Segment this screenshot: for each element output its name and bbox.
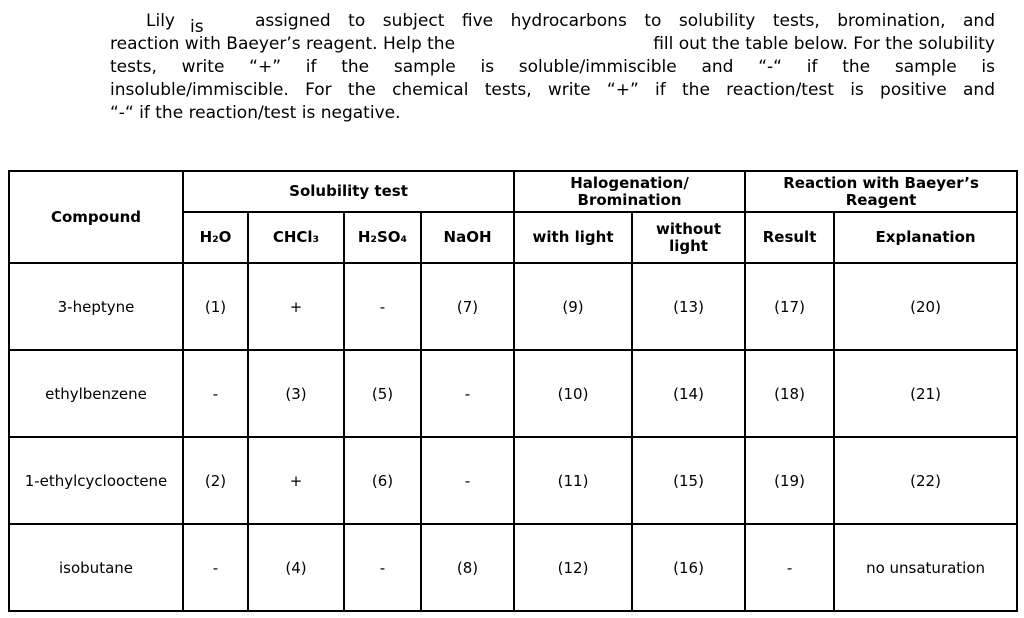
header-row-groups	[9, 171, 1017, 212]
table-cell: +	[248, 263, 344, 350]
table-cell: -	[183, 524, 248, 611]
table-cell: (6)	[344, 437, 421, 524]
table-cell: (12)	[514, 524, 632, 611]
table-row	[9, 350, 1017, 437]
instruction-line-2-left: reaction with Baeyer’s reagent. Help the	[110, 34, 456, 54]
compound-cell: ethylbenzene	[9, 350, 183, 437]
table-cell: (3)	[248, 350, 344, 437]
header-compound: Compound	[9, 171, 183, 263]
table-cell: (19)	[745, 437, 834, 524]
header-result: Result	[745, 212, 834, 263]
table-cell: (7)	[421, 263, 514, 350]
table-cell: (4)	[248, 524, 344, 611]
table-cell: (10)	[514, 350, 632, 437]
table-cell: (2)	[183, 437, 248, 524]
table-cell: -	[421, 350, 514, 437]
table-cell: (20)	[834, 263, 1017, 350]
instruction-line-1: assigned to subject five hydrocarbons to solubility tests, bromination, and	[255, 11, 995, 31]
header-with-light: with light	[514, 212, 632, 263]
table-cell: (11)	[514, 437, 632, 524]
table-cell: (22)	[834, 437, 1017, 524]
table-cell: (14)	[632, 350, 745, 437]
student-name: Lily	[146, 11, 175, 31]
header-halogenation	[514, 171, 745, 212]
table-cell: -	[344, 263, 421, 350]
table-row	[9, 524, 1017, 611]
table-cell: (5)	[344, 350, 421, 437]
table-cell: (16)	[632, 524, 745, 611]
table-cell: (9)	[514, 263, 632, 350]
table-cell: -	[745, 524, 834, 611]
instruction-line-4: insoluble/immiscible. For the chemical tests, write “+” if the reaction/test is positive and	[110, 80, 995, 100]
header-baeyer-line1: Reaction with Baeyer’s	[783, 173, 979, 192]
table-cell: (21)	[834, 350, 1017, 437]
header-solubility-test: Solubility test	[183, 171, 514, 212]
table-cell: -	[344, 524, 421, 611]
table-cell: (18)	[745, 350, 834, 437]
header-baeyer-line2: Reagent	[845, 190, 917, 209]
table-cell: (1)	[183, 263, 248, 350]
header-naoh: NaOH	[421, 212, 514, 263]
header-baeyer	[745, 171, 1017, 212]
table-row	[9, 437, 1017, 524]
header-without-light: without light	[632, 212, 745, 263]
header-h2so4: H₂SO₄	[344, 212, 421, 263]
hydrocarbon-tests-table	[8, 170, 1018, 612]
table-cell: (17)	[745, 263, 834, 350]
instruction-line-3: tests, write “+” if the sample is soluble/immiscible and “-“ if the sample is	[110, 57, 995, 77]
header-chcl3: CHCl₃	[248, 212, 344, 263]
table-cell: (13)	[632, 263, 745, 350]
instruction-line-2-right: fill out the table below. For the solubility	[653, 34, 995, 54]
header-h2o: H₂O	[183, 212, 248, 263]
compound-cell: isobutane	[9, 524, 183, 611]
header-explanation: Explanation	[834, 212, 1017, 263]
table-cell: no unsaturation	[834, 524, 1017, 611]
table-cell: (8)	[421, 524, 514, 611]
instruction-line-5: “-“ if the reaction/test is negative.	[110, 103, 401, 123]
table-cell: +	[248, 437, 344, 524]
table-cell: -	[421, 437, 514, 524]
compound-cell: 1-ethylcyclooctene	[9, 437, 183, 524]
header-halogenation-line1: Halogenation/	[570, 173, 689, 192]
table-cell: -	[183, 350, 248, 437]
compound-cell: 3-heptyne	[9, 263, 183, 350]
table-row	[9, 263, 1017, 350]
table-cell: (15)	[632, 437, 745, 524]
header-halogenation-line2: Bromination	[577, 190, 682, 209]
word-is: is	[190, 17, 204, 37]
